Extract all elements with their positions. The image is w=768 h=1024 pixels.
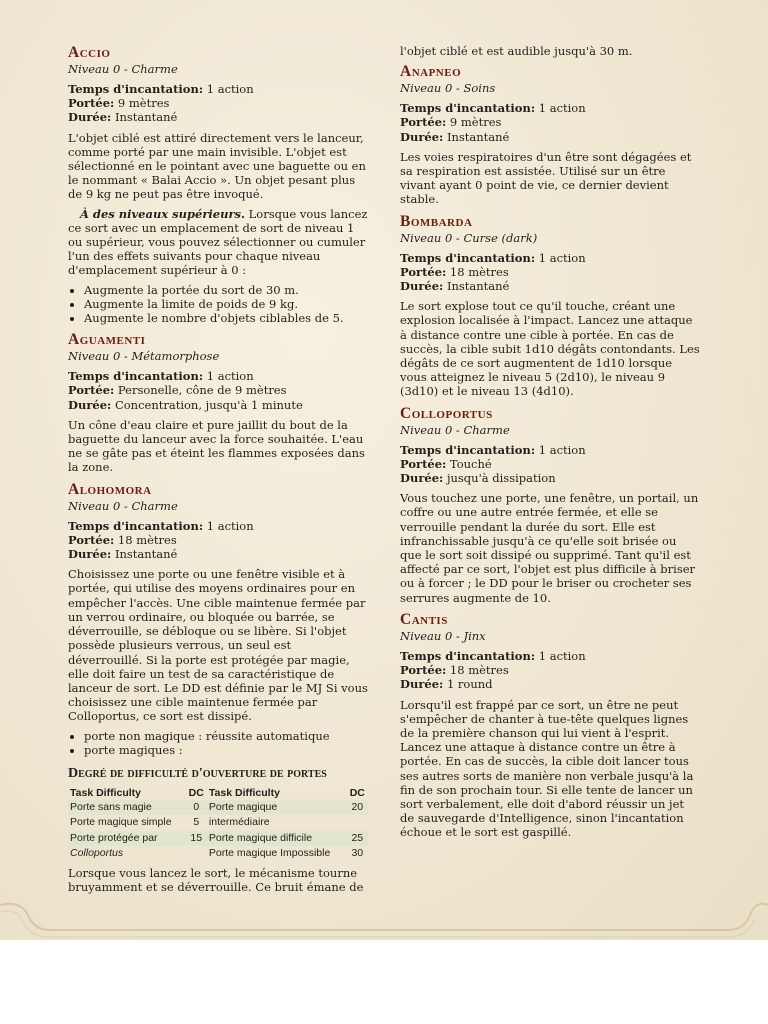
bullet-list bbox=[68, 283, 368, 326]
casting-time: Temps d'incantation: 1 action bbox=[68, 82, 254, 96]
spell-description: Lorsque vous lancez le sort, le mécanisme tourne bruyamment et se déverrouille. Ce bruit émane de bbox=[68, 865, 364, 895]
table-row bbox=[68, 831, 368, 847]
spell-alohomora bbox=[68, 481, 368, 895]
casting-time: Temps d'incantation: 1 action bbox=[400, 442, 586, 457]
table-cell: Colloportus bbox=[70, 847, 124, 860]
duration: Durée: Concentration, jusqu'à 1 minute bbox=[68, 397, 303, 412]
spell-level: Niveau 0 - Charme bbox=[68, 498, 178, 513]
spell-title: Alohomora bbox=[68, 480, 152, 498]
left-column bbox=[68, 44, 368, 899]
column-header: DC bbox=[349, 786, 365, 799]
table-cell: Porte sans magie bbox=[68, 800, 186, 816]
spell-description: Le sort explose tout ce qu'il touche, créant une explosion localisée à l'impact. Lancez une attaque à distance contre une cible à portée. En cas de succès, la cible subit 1d10 dégâts contondants. Les dégâts de ce sort augmentent de 1d10 lorsque vous atteignez le niveau 5 (2d10), le niveau 9 (3d10) et le niveau 13 (4d10). bbox=[400, 299, 700, 399]
list-item: • Augmente le nombre d'objets ciblables de 5. bbox=[84, 311, 368, 325]
casting-time: Temps d'incantation: 1 action bbox=[400, 101, 586, 116]
table-cell: 15 bbox=[186, 831, 207, 847]
list-item: • porte magiques : bbox=[84, 743, 368, 757]
table-row bbox=[68, 800, 368, 816]
table-cell bbox=[347, 815, 368, 831]
spell-description: Lorsqu'il est frappé par ce sort, un être ne peut s'empêcher de chanter à tue-tête quelques lignes de la première chanson qui lui vient à l'esprit. Lancez une attaque à distance contre un être à portée. En cas de succès, la cible doit lancer tous ses autres sorts de manière non verbale jusqu'à la fin de son prochain tour. Si elle tente de lancer un sort verbalement, elle doit d'abord réussir un jet de sauvegarde d'Intelligence, sinon l'incantation échoue et le sort est gaspillé. bbox=[400, 697, 694, 840]
column-header: Task Difficulty bbox=[70, 786, 141, 799]
casting-time: Temps d'incantation: 1 action bbox=[68, 369, 254, 384]
spell-description: Vous touchez une porte, une fenêtre, un portail, un coffre ou une autre entrée fermée, et elle se verrouille pendant la durée du sort. Elle est infranchissable jusqu'à ce qu'elle soit brisée ou que le sort soit dissipé ou supprimé. Tant qu'il est affecté par ce sort, l'objet est plus difficile à briser ou à forcer ; le DD pour le briser ou crocheter ses serrures augmente de 10. bbox=[400, 491, 699, 605]
table-cell: Porte magique Impossible bbox=[208, 847, 331, 860]
range: Portée: Personelle, cône de 9 mètres bbox=[68, 383, 287, 398]
table-cell: Porte protégée par bbox=[68, 831, 186, 847]
difficulty-table bbox=[68, 786, 368, 862]
spell-description: Choisissez une porte ou une fenêtre visible et à portée, qui utilise des moyens ordinaires pour en empêcher l'accès. Une cible maintenue fermée par un verrou ordinaire, ou bloquée ou barrée, se déverrouille, se débloque ou se libère. Si l'objet possède plusieurs verrous, un seul est déverrouillé. Si la porte est protégée par magie, elle doit faire un test de sa caractéristique de lanceur de sort. Le DD est définie par le MJ Si vous choisissez une cible maintenue fermée par Colloportus, ce sort est dissipé. bbox=[68, 567, 368, 724]
bullet-list bbox=[68, 729, 368, 757]
table-cell: Porte magique bbox=[207, 800, 347, 816]
casting-time: Temps d'incantation: 1 action bbox=[400, 648, 586, 663]
duration: Durée: 1 round bbox=[400, 677, 493, 692]
casting-time: Temps d'incantation: 1 action bbox=[400, 250, 586, 265]
spell-cantis bbox=[400, 611, 700, 840]
range: Portée: 18 mètres bbox=[400, 264, 509, 279]
table-title: Degré de difficulté d'ouverture de portes bbox=[68, 765, 327, 781]
duration: Durée: Instantané bbox=[68, 547, 178, 562]
list-item: • porte non magique : réussite automatique bbox=[84, 729, 368, 743]
spell-bombarda bbox=[400, 213, 700, 399]
continued-text: l'objet ciblé et est audible jusqu'à 30 m. bbox=[400, 44, 633, 58]
table-cell: 5 bbox=[193, 816, 200, 829]
table-cell: 25 bbox=[347, 831, 368, 847]
spell-description: Un cône d'eau claire et pure jaillit du bout de la baguette du lanceur avec la force souhaitée. L'eau ne se gâte pas et éteint les flammes exposées dans la zone. bbox=[68, 417, 365, 475]
spell-description: Les voies respiratoires d'un être sont dégagées et sa respiration est assistée. Utilisé sur un être vivant ayant 0 point de vie, ce dernier devient stable. bbox=[400, 149, 692, 207]
range: Portée: Touché bbox=[400, 456, 492, 471]
range: Portée: 9 mètres bbox=[400, 115, 502, 130]
list-item: • Augmente la portée du sort de 30 m. bbox=[84, 283, 368, 297]
table-row bbox=[68, 815, 368, 831]
table-cell: intermédiaire bbox=[208, 816, 270, 829]
spell-level: Niveau 0 - Curse (dark) bbox=[400, 230, 538, 245]
range: Portée: 9 mètres bbox=[68, 96, 170, 111]
table-cell: 30 bbox=[351, 847, 364, 860]
spell-description: L'objet ciblé est attiré directement vers le lanceur, comme porté par une main invisible. L'objet est sélectionné en le pointant avec une baguette ou en le nommant « Balai Accio ». Un objet pesant plus de 9 kg ne peut pas être invoqué. bbox=[68, 130, 366, 202]
spell-level: Niveau 0 - Charme bbox=[68, 62, 178, 76]
duration: Durée: Instantané bbox=[400, 279, 510, 294]
table-cell: Porte magique simple bbox=[70, 816, 172, 829]
spell-title: Aguamenti bbox=[68, 331, 146, 349]
spell-aguamenti bbox=[68, 331, 368, 474]
right-column bbox=[400, 44, 700, 845]
column-header: Task Difficulty bbox=[208, 786, 280, 799]
spell-title: Cantis bbox=[400, 610, 448, 628]
spell-level: Niveau 0 - Métamorphose bbox=[68, 349, 220, 364]
spell-title: Anapneo bbox=[400, 63, 462, 81]
table-header-row bbox=[68, 786, 368, 800]
table-cell bbox=[186, 846, 207, 862]
range: Portée: 18 mètres bbox=[400, 663, 509, 678]
spell-colloportus bbox=[400, 405, 700, 605]
table-cell: 0 bbox=[186, 800, 207, 816]
spell-title: Colloportus bbox=[400, 404, 493, 422]
duration: Durée: Instantané bbox=[400, 129, 510, 144]
table-cell: Porte magique difficile bbox=[207, 831, 347, 847]
list-item: • Augmente la limite de poids de 9 kg. bbox=[84, 297, 368, 311]
spell-level: Niveau 0 - Jinx bbox=[400, 628, 486, 643]
duration: Durée: jusqu'à dissipation bbox=[400, 471, 556, 486]
spell-title: Accio bbox=[68, 44, 111, 61]
spell-level: Niveau 0 - Charme bbox=[400, 422, 510, 437]
duration: Durée: Instantané bbox=[68, 110, 178, 125]
table-row bbox=[68, 846, 368, 862]
spell-level: Niveau 0 - Soins bbox=[400, 81, 496, 96]
higher-levels: À des niveaux supérieurs. Lorsque vous lancez ce sort avec un emplacement de sort de niveau 1 ou supérieur, vous pouvez sélectionner ou cumuler l'un des effets suivants pour chaque niveau d'emplacement supérieur à 0 : bbox=[68, 206, 368, 278]
spell-accio bbox=[68, 44, 368, 325]
column-header: DC bbox=[188, 786, 204, 799]
casting-time: Temps d'incantation: 1 action bbox=[68, 518, 254, 533]
range: Portée: 18 mètres bbox=[68, 532, 177, 547]
table-cell: 20 bbox=[347, 800, 368, 816]
spell-anapneo bbox=[400, 63, 700, 206]
spell-title: Bombarda bbox=[400, 212, 473, 230]
